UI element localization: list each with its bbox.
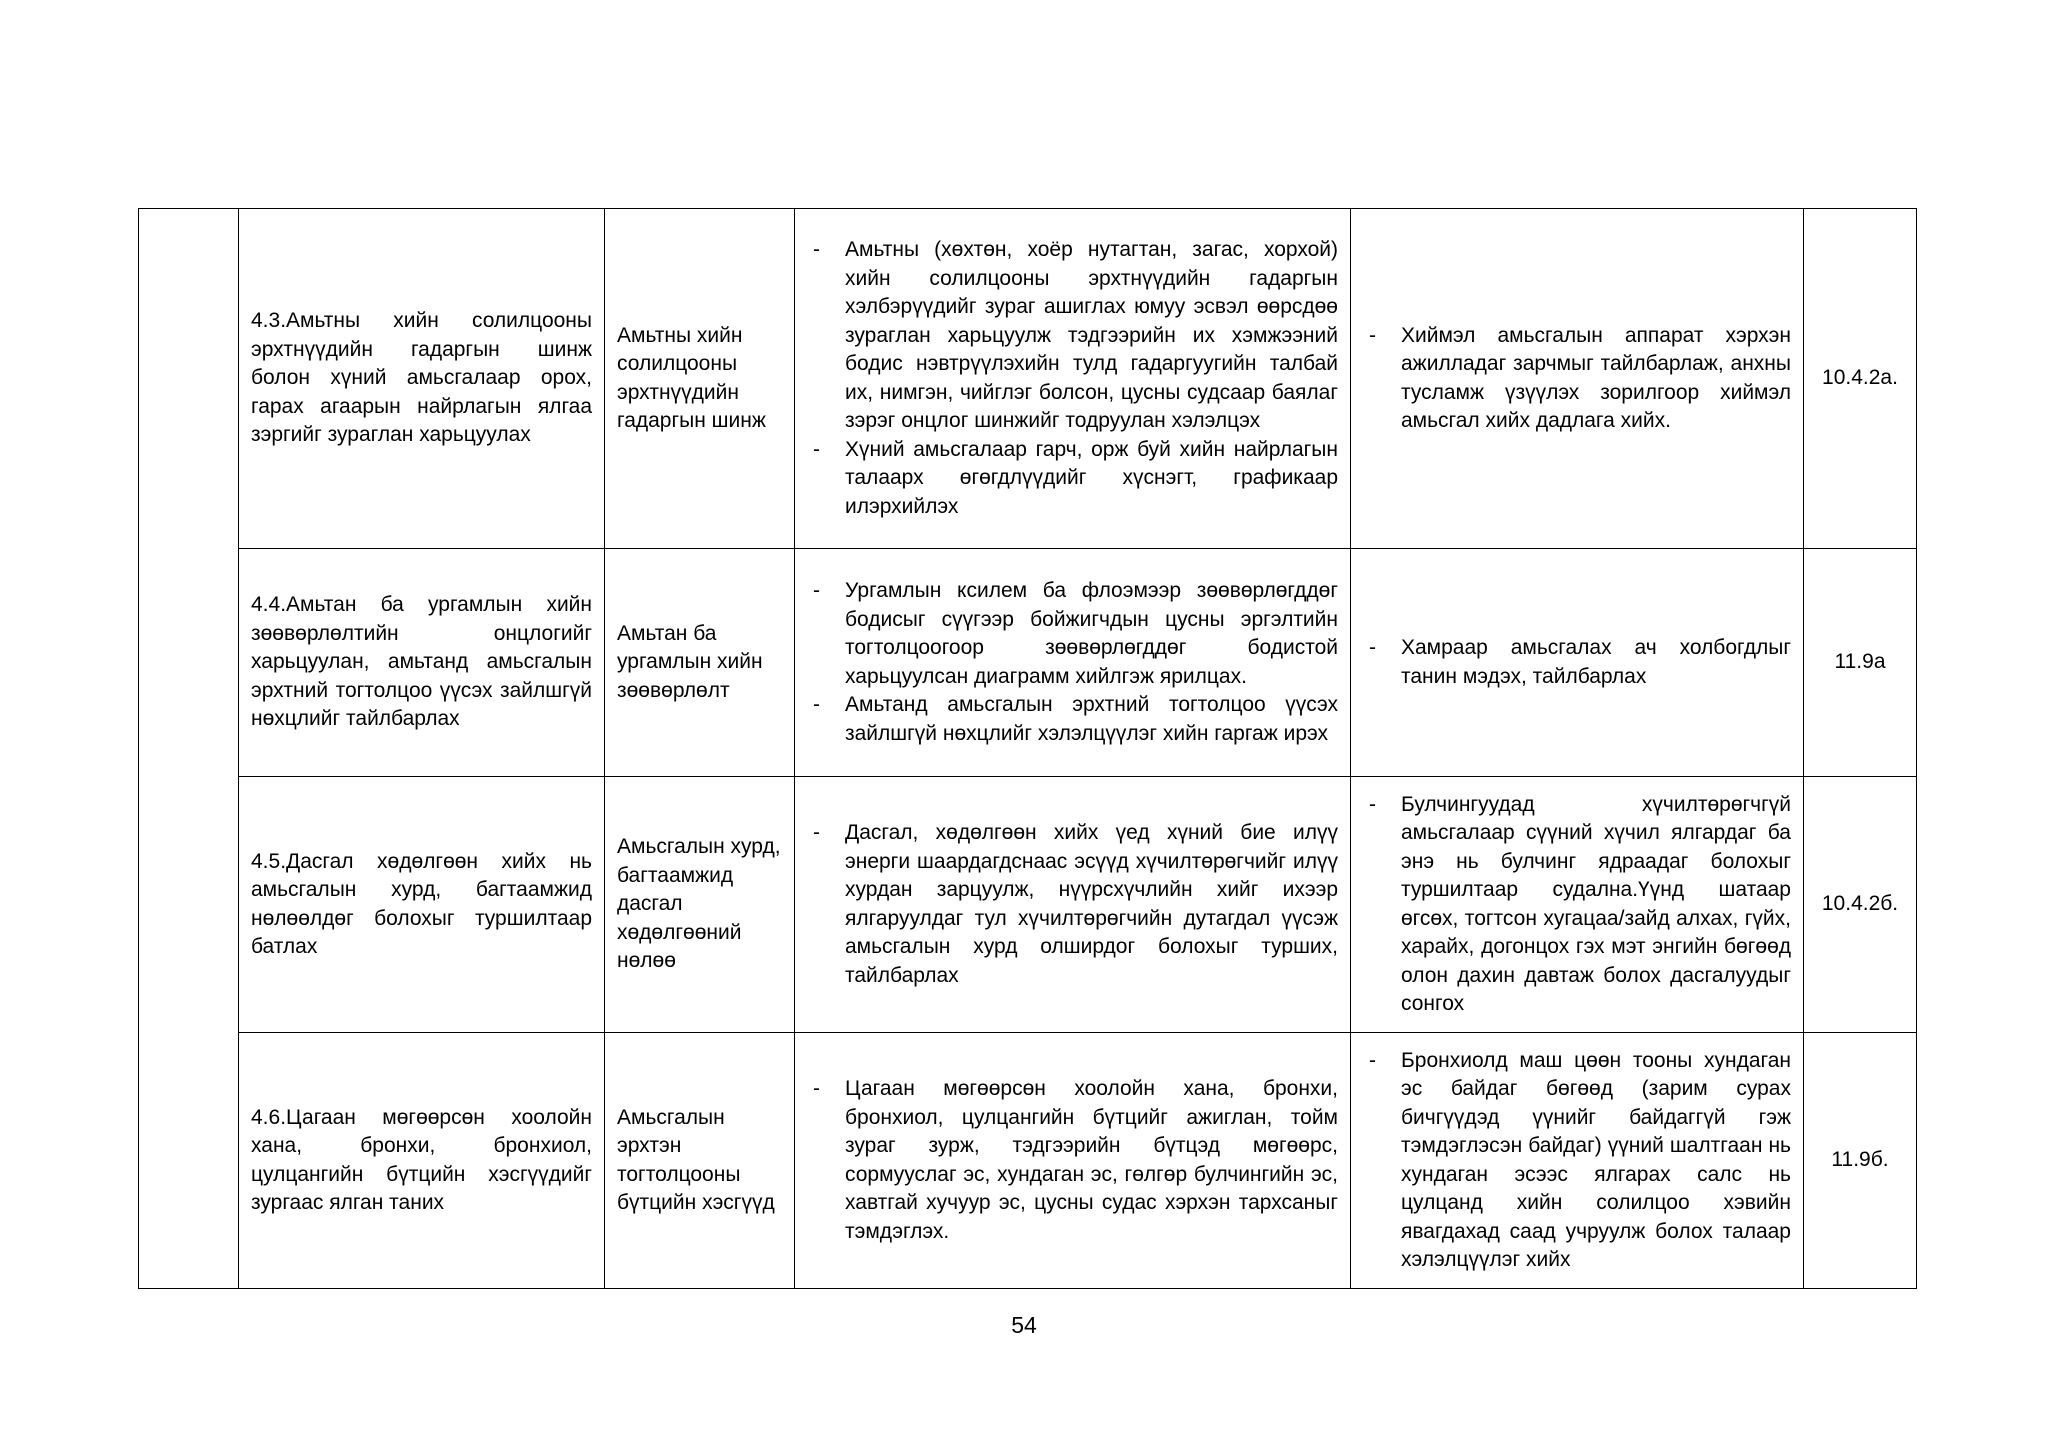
standard-code-cell: 11.9б. xyxy=(1804,1033,1917,1289)
bullet-list xyxy=(807,577,1338,748)
activities-cell xyxy=(795,549,1351,777)
list-item: - Хамраар амьсгалах ач холбогдлыг танин мэдэх, тайлбарлах xyxy=(1363,634,1791,691)
list-item: - Хүний амьсгалаар гарч, орж буй хийн найрлагын талаарх өгөгдлүүдийг хүснэгт, графикаар илэрхийлэх xyxy=(807,436,1338,522)
objective-cell: 4.5.Дасгал хөдөлгөөн хийх нь амьсгалын хурд, багтаамжид нөлөөлдөг болохыг туршилтаар батлах xyxy=(239,777,605,1033)
topic-cell: Амьсгалын хурд, багтаамжид дасгал хөдөлгөөний нөлөө xyxy=(605,777,795,1033)
list-item: - Цагаан мөгөөрсөн хоолойн хана, бронхи, бронхиол, цулцангийн бүтцийг ажиглан, тойм зураг зурж, тэдгээрийн бүтцэд мөгөөрс, сормууслаг эс, хундаган эс, гөлгөр булчингийн эс, хавтгай хучуур эс, цусны судас хэрхэн тархсаныг тэмдэглэх. xyxy=(807,1075,1338,1246)
topic-cell: Амьсгалын эрхтэн тогтолцооны бүтцийн хэсгүүд xyxy=(605,1033,795,1289)
bullet-list xyxy=(1363,1047,1791,1275)
list-item: - Ургамлын ксилем ба флоэмээр зөөвөрлөгддөг бодисыг сүүгээр бойжигчдын цусны эргэлтийн тогтолцоогоор зөөвөрлөгддөг бодистой харьцуулсан диаграмм хийлгэж ярилцах. xyxy=(807,577,1338,691)
bullet-list xyxy=(807,819,1338,990)
objective-cell: 4.6.Цагаан мөгөөрсөн хоолойн хана, бронхи, бронхиол, цулцангийн бүтцийн хэсгүүдийг зургаас ялган таних xyxy=(239,1033,605,1289)
curriculum-table xyxy=(138,208,1917,1289)
page-number: 54 xyxy=(1011,1312,1037,1338)
practice-cell xyxy=(1351,777,1804,1033)
bullet-list xyxy=(807,1075,1338,1246)
bullet-list xyxy=(807,236,1338,521)
bullet-list xyxy=(1363,322,1791,436)
objective-cell: 4.4.Амьтан ба ургамлын хийн зөөвөрлөлтийн онцлогийг харьцуулан, амьтанд амьсгалын эрхтний тогтолцоо үүсэх зайлшгүй нөхцлийг тайлбарлах xyxy=(239,549,605,777)
table-body xyxy=(139,209,1917,1289)
practice-cell xyxy=(1351,209,1804,549)
list-item: - Булчингуудад хүчилтөрөгчгүй амьсгалаар сүүний хүчил ялгардаг ба энэ нь булчинг ядраадаг болохыг туршилтаар судална.Үүнд шатаар өгсөх, тогтсон хугацаа/зайд алхах, гүйх, харайх, догонцох гэх мэт энгийн бөгөөд олон дахин давтаж болох дасгалуудыг сонгох xyxy=(1363,791,1791,1019)
practice-cell xyxy=(1351,1033,1804,1289)
list-item: - Дасгал, хөдөлгөөн хийх үед хүний бие илүү энерги шаардагдснаас эсүүд хүчилтөрөгчийг илүү хурдан зарцуулж, нүүрсхүчлийн хийг ихээр ялгаруулдаг тул хүчилтөрөгчийн дутагдал үүсэж амьсгалын хурд олширдог болохыг турших, тайлбарлах xyxy=(807,819,1338,990)
activities-cell xyxy=(795,1033,1351,1289)
practice-cell xyxy=(1351,549,1804,777)
list-item: - Амьтны (хөхтөн, хоёр нутагтан, загас, хорхой) хийн солилцооны эрхтнүүдийн гадаргын хэлбэрүүдийг зураг ашиглах юмуу эсвэл өөрсдөө зураглан харьцуулж тэдгээрийн их хэмжээний бодис нэвтрүүлэхийн тулд гадаргуугийн талбай их, нимгэн, чийглэг болсон, цусны судсаар баялаг зэрэг онцлог шинжийг тодруулан хэлэлцэх xyxy=(807,236,1338,436)
standard-code-cell: 11.9а xyxy=(1804,549,1917,777)
activities-cell xyxy=(795,209,1351,549)
table-row xyxy=(139,777,1917,1033)
table-row xyxy=(139,549,1917,777)
bullet-list xyxy=(1363,634,1791,691)
table-row xyxy=(139,1033,1917,1289)
standard-code-cell: 10.4.2а. xyxy=(1804,209,1917,549)
blank-section-cell xyxy=(139,209,239,1289)
table-row xyxy=(139,209,1917,549)
list-item: - Амьтанд амьсгалын эрхтний тогтолцоо үүсэх зайлшгүй нөхцлийг хэлэлцүүлэг хийн гаргаж ирэх xyxy=(807,691,1338,748)
topic-cell: Амьтан ба ургамлын хийн зөөвөрлөлт xyxy=(605,549,795,777)
list-item: - Хиймэл амьсгалын аппарат хэрхэн ажилладаг зарчмыг тайлбарлаж, анхны тусламж үзүүлэх зорилгоор хиймэл амьсгал хийх дадлага хийх. xyxy=(1363,322,1791,436)
standard-code-cell: 10.4.2б. xyxy=(1804,777,1917,1033)
topic-cell: Амьтны хийн солилцооны эрхтнүүдийн гадаргын шинж xyxy=(605,209,795,549)
list-item: - Бронхиолд маш цөөн тооны хундаган эс байдаг бөгөөд (зарим сурах бичгүүдэд үүнийг байдаггүй гэж тэмдэглэсэн байдаг) үүний шалтгаан нь хундаган эсээс ялгарах салс нь цулцанд хийн солилцоо хэвийн явагдахад саад учруулж болох талаар хэлэлцүүлэг хийх xyxy=(1363,1047,1791,1275)
bullet-list xyxy=(1363,791,1791,1019)
objective-cell: 4.3.Амьтны хийн солилцооны эрхтнүүдийн гадаргын шинж болон хүний амьсгалаар орох, гарах агаарын найрлагын ялгаа зэргийг зураглан харьцуулах xyxy=(239,209,605,549)
activities-cell xyxy=(795,777,1351,1033)
